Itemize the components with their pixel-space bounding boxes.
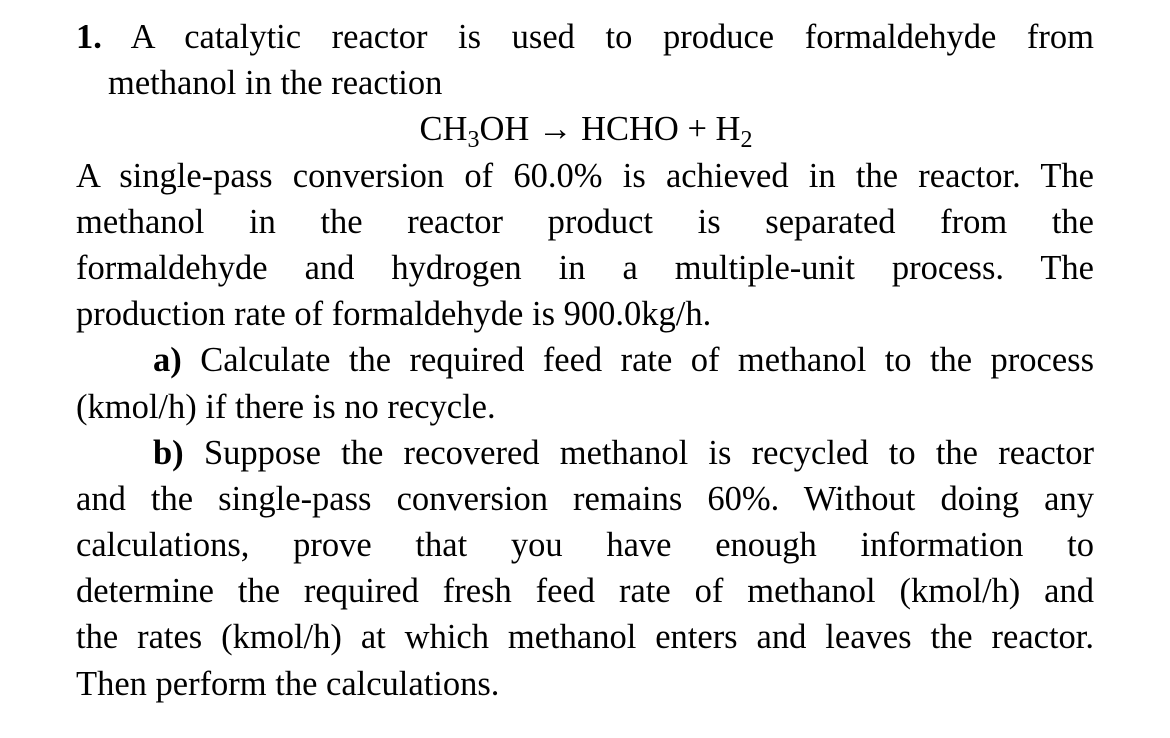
part-a-label: a) [153, 341, 182, 380]
reaction-equation [76, 106, 1094, 152]
paragraph-line-4: production rate of formaldehyde is 900.0kg/h. [76, 295, 712, 334]
reactant-oh: OH [479, 110, 530, 149]
problem-intro-line-2: methanol in the reaction [108, 64, 443, 103]
paragraph-line-2: methanol in the reactor product is separated from the [76, 202, 1094, 241]
part-b-line-2: and the single-pass conversion remains 60%. Without doing any [76, 479, 1094, 518]
part-b-line-1 [76, 430, 1094, 476]
part-b-text-1: Suppose the recovered methanol is recycled to the reactor [203, 433, 1094, 472]
paragraph-line-1: A single-pass conversion of 60.0% is achieved in the reactor. The [76, 156, 1094, 195]
problem-intro-line-1 [76, 14, 1094, 60]
part-a-line-2: (kmol/h) if there is no recycle. [76, 387, 496, 426]
plus-sign: + [687, 110, 707, 149]
product-formaldehyde: HCHO [581, 110, 679, 149]
part-b-line-6: Then perform the calculations. [76, 664, 500, 703]
paragraph-line-3: formaldehyde and hydrogen in a multiple-unit process. The [76, 248, 1094, 287]
reactant-ch: CH [419, 110, 468, 149]
problem-text [76, 14, 1094, 707]
part-a-text-1: Calculate the required feed rate of methanol to the process [200, 341, 1094, 380]
reaction-arrow: → [537, 110, 573, 149]
intro-text-1: A catalytic reactor is used to produce formaldehyde from [130, 18, 1094, 56]
part-b-line-3: calculations, prove that you have enough information to [76, 526, 1094, 565]
part-b-line-4: determine the required fresh feed rate of methanol (kmol/h) and [76, 572, 1094, 611]
hydrogen-subscript: 2 [740, 127, 753, 154]
part-b-line-5: the rates (kmol/h) at which methanol enters and leaves the reactor. [76, 618, 1094, 657]
problem-number: 1. [76, 18, 102, 56]
part-b-label: b) [153, 433, 184, 472]
reactant-subscript: 3 [467, 127, 480, 154]
product-hydrogen: H [715, 110, 741, 149]
part-a-line-1 [76, 337, 1094, 383]
